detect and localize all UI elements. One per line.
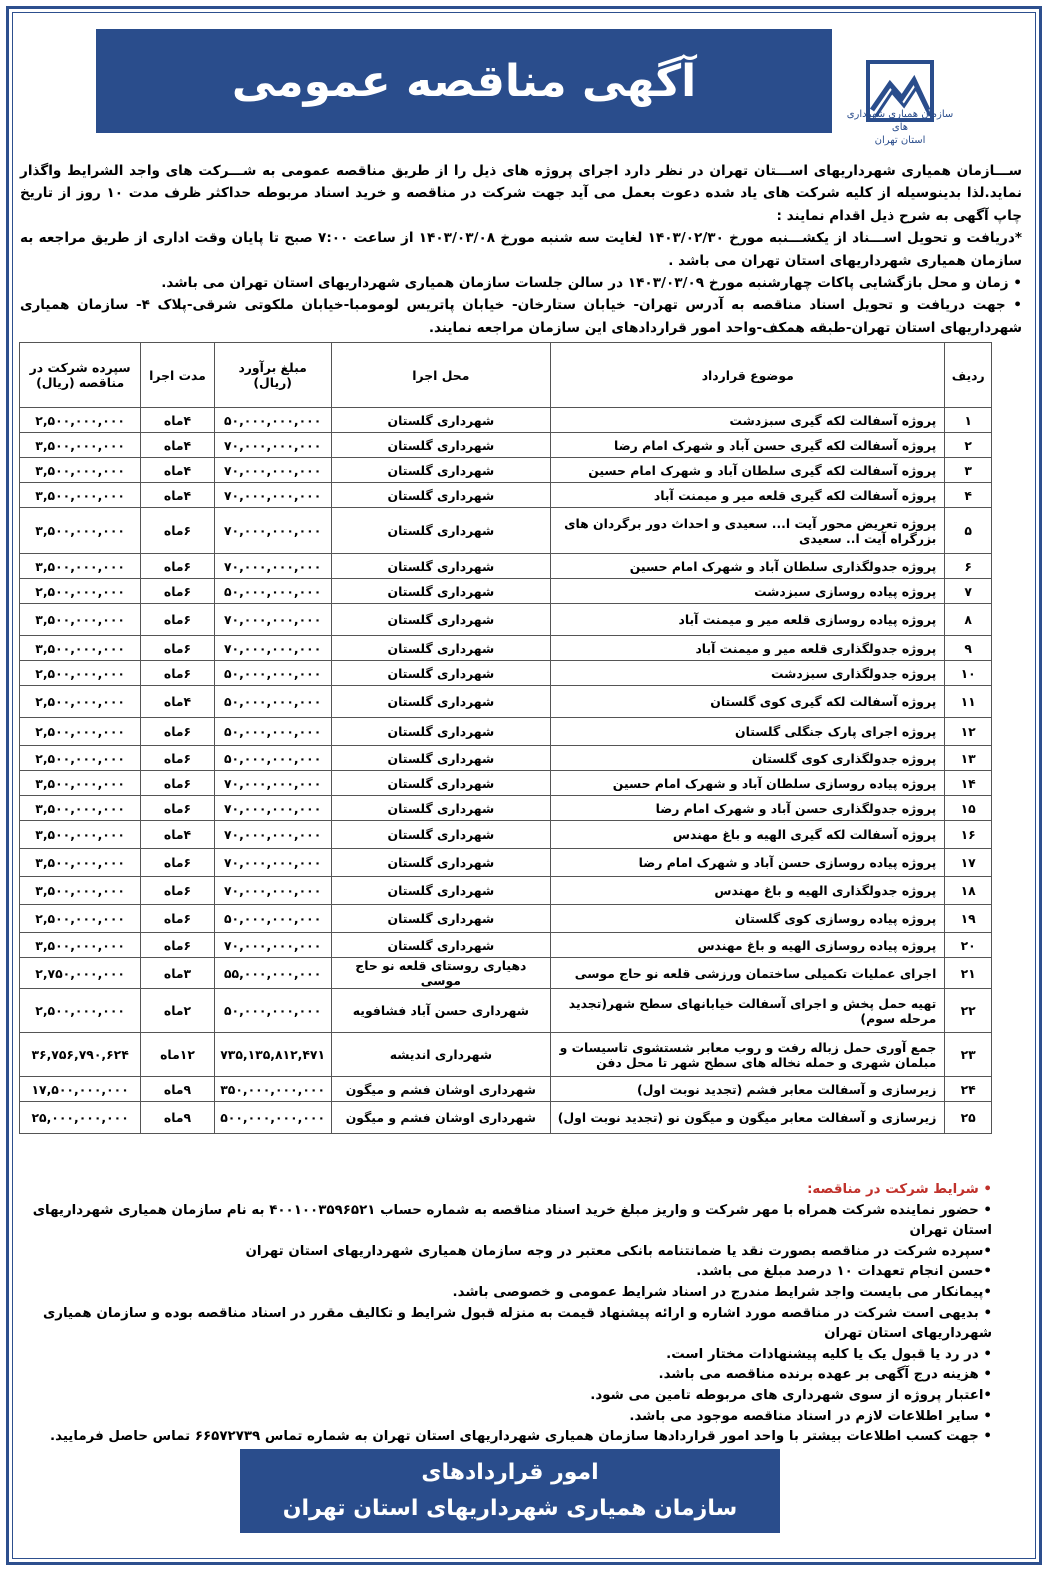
cell-row-number: ۳ [945, 458, 992, 483]
conditions-heading: • شرایط شرکت در مناقصه: [807, 1182, 992, 1197]
header-place: محل اجرا [331, 343, 551, 408]
cell-place: شهرداری گلستان [331, 849, 551, 877]
cell-row-number: ۷ [945, 579, 992, 604]
header-deposit: سپرده شرکت در مناقصه (ریال) [20, 343, 141, 408]
cell-deposit: ۳۶,۷۵۶,۷۹۰,۶۲۴ [20, 1033, 141, 1077]
cell-estimate: ۷۰,۰۰۰,۰۰۰,۰۰۰ [214, 796, 331, 821]
cell-subject: پروژه اجرای پارک جنگلی گلستان [551, 718, 945, 746]
cell-subject: پروژه آسفالت لکه گیری الهیه و باغ مهندس [551, 821, 945, 849]
cell-deposit: ۳,۵۰۰,۰۰۰,۰۰۰ [20, 636, 141, 661]
cell-place: شهرداری گلستان [331, 604, 551, 636]
cell-row-number: ۵ [945, 508, 992, 554]
cell-duration: ۶ماه [141, 849, 215, 877]
condition-item: •حسن انجام تعهدات ۱۰ درصد مبلغ می باشد. [696, 1264, 992, 1280]
cell-deposit: ۲,۵۰۰,۰۰۰,۰۰۰ [20, 989, 141, 1033]
cell-subject: پروژه جدولگذاری سبزدشت [551, 661, 945, 686]
footer-banner [240, 1449, 780, 1533]
cell-estimate: ۷۰,۰۰۰,۰۰۰,۰۰۰ [214, 458, 331, 483]
cell-estimate: ۵۰,۰۰۰,۰۰۰,۰۰۰ [214, 746, 331, 771]
table-row [20, 1077, 992, 1102]
cell-row-number: ۱۷ [945, 849, 992, 877]
cell-estimate: ۵۰,۰۰۰,۰۰۰,۰۰۰ [214, 718, 331, 746]
cell-row-number: ۱۹ [945, 905, 992, 933]
cell-subject: اجرای عملیات تکمیلی ساختمان ورزشی قلعه نو حاج موسی [551, 958, 945, 989]
cell-estimate: ۳۵۰,۰۰۰,۰۰۰,۰۰۰ [214, 1077, 331, 1102]
cell-row-number: ۱۲ [945, 718, 992, 746]
logo-caption-line2: استان تهران [874, 135, 926, 146]
cell-estimate: ۷۰,۰۰۰,۰۰۰,۰۰۰ [214, 483, 331, 508]
intro-paragraph-1: ســـازمان همیاری شهرداریهای اســـتان تهران در نظر دارد اجرای پروژه های ذیل را از طریق مناقصه عمومی به شـــرکت های واجد الشرایط واگذار نماید.لذا بدینوسیله از کلیه شرکت های یاد شده دعوت بعمل می آید جهت شرکت در مناقصه و خرید اسناد مربوطه حداکثر ظرف مدت ۱۰ روز از تاریخ چاپ آگهی به شرح ذیل اقدام نمایند : [20, 163, 1022, 224]
cell-estimate: ۵۰,۰۰۰,۰۰۰,۰۰۰ [214, 579, 331, 604]
cell-subject: پروژه پیاده روسازی کوی گلستان [551, 905, 945, 933]
footer-line-1: امور قراردادهای [421, 1460, 599, 1485]
cell-deposit: ۳,۵۰۰,۰۰۰,۰۰۰ [20, 604, 141, 636]
cell-place: شهرداری اندیشه [331, 1033, 551, 1077]
table-row [20, 408, 992, 433]
cell-subject: پروژه جدولگذاری قلعه میر و میمنت آباد [551, 636, 945, 661]
cell-subject: پروژه جدولگذاری الهیه و باغ مهندس [551, 877, 945, 905]
cell-place: شهرداری گلستان [331, 746, 551, 771]
cell-place: شهرداری گلستان [331, 508, 551, 554]
table-row [20, 483, 992, 508]
table-row [20, 458, 992, 483]
table-row [20, 1102, 992, 1134]
cell-place: شهرداری گلستان [331, 636, 551, 661]
cell-place: شهرداری گلستان [331, 686, 551, 718]
cell-duration: ۶ماه [141, 771, 215, 796]
cell-deposit: ۲,۵۰۰,۰۰۰,۰۰۰ [20, 686, 141, 718]
condition-item: •پیمانکار می بایست واجد شرایط مندرج در اسناد شرایط عمومی و خصوصی باشد. [452, 1284, 992, 1300]
cell-row-number: ۸ [945, 604, 992, 636]
table-row [20, 508, 992, 554]
cell-duration: ۹ماه [141, 1077, 215, 1102]
cell-estimate: ۵۰,۰۰۰,۰۰۰,۰۰۰ [214, 661, 331, 686]
cell-place: شهرداری گلستان [331, 905, 551, 933]
cell-row-number: ۲۲ [945, 989, 992, 1033]
cell-deposit: ۱۷,۵۰۰,۰۰۰,۰۰۰ [20, 1077, 141, 1102]
condition-item: • هزینه درج آگهی بر عهده برنده مناقصه می باشد. [658, 1367, 992, 1383]
table-row [20, 579, 992, 604]
table-row [20, 718, 992, 746]
cell-estimate: ۷۰,۰۰۰,۰۰۰,۰۰۰ [214, 508, 331, 554]
table-row [20, 636, 992, 661]
cell-deposit: ۲,۵۰۰,۰۰۰,۰۰۰ [20, 579, 141, 604]
cell-subject: زیرسازی و آسفالت معابر فشم (تجدید نوبت اول) [551, 1077, 945, 1102]
cell-place: شهرداری اوشان فشم و میگون [331, 1077, 551, 1102]
cell-subject: پروژه پیاده روسازی قلعه میر و میمنت آباد [551, 604, 945, 636]
cell-duration: ۴ماه [141, 821, 215, 849]
cell-deposit: ۲۵,۰۰۰,۰۰۰,۰۰۰ [20, 1102, 141, 1134]
cell-duration: ۶ماه [141, 636, 215, 661]
cell-place: شهرداری گلستان [331, 661, 551, 686]
cell-estimate: ۵۰,۰۰۰,۰۰۰,۰۰۰ [214, 686, 331, 718]
cell-estimate: ۵۰,۰۰۰,۰۰۰,۰۰۰ [214, 408, 331, 433]
cell-deposit: ۳,۵۰۰,۰۰۰,۰۰۰ [20, 933, 141, 958]
cell-row-number: ۱۴ [945, 771, 992, 796]
condition-item: • حضور نماینده شرکت همراه با مهر شرکت و واریز مبلغ خرید اسناد مناقصه به شماره حساب ۴۰۰۱۰۰۳۵۹۶۵۲۱ به نام سازمان همیاری شهرداریهای استان تهران [32, 1202, 992, 1239]
logo-caption [846, 108, 954, 147]
cell-deposit: ۲,۵۰۰,۰۰۰,۰۰۰ [20, 905, 141, 933]
cell-estimate: ۵۰,۰۰۰,۰۰۰,۰۰۰ [214, 989, 331, 1033]
conditions-list [26, 1201, 992, 1448]
cell-subject: زیرسازی و آسفالت معابر میگون و میگون نو (تجدید نوبت اول) [551, 1102, 945, 1134]
cell-place: شهرداری گلستان [331, 718, 551, 746]
table-row [20, 771, 992, 796]
table-row [20, 661, 992, 686]
cell-deposit: ۲,۷۵۰,۰۰۰,۰۰۰ [20, 958, 141, 989]
intro-paragraph-3: • زمان و محل بازگشایی پاکات چهارشنبه مورخ ۱۴۰۳/۰۳/۰۹ در سالن جلسات سازمان همیاری شهرداریهای استان تهران می باشد. [161, 275, 1022, 292]
table-row [20, 796, 992, 821]
cell-row-number: ۱۱ [945, 686, 992, 718]
cell-place: شهرداری گلستان [331, 877, 551, 905]
cell-row-number: ۲۰ [945, 933, 992, 958]
cell-subject: پروژه جدولگذاری کوی گلستان [551, 746, 945, 771]
table-row [20, 849, 992, 877]
header-row-number: ردیف [945, 343, 992, 408]
condition-item: • بدیهی است شرکت در مناقصه مورد اشاره و ارائه پیشنهاد قیمت به منزله قبول شرایط و تکالیف مقرر در اسناد مناقصه بوده و سازمان همیاری شهرداریهای استان تهران [42, 1305, 992, 1342]
cell-subject: پروژه آسفالت لکه گیری سبزدشت [551, 408, 945, 433]
cell-place: شهرداری گلستان [331, 433, 551, 458]
cell-place: شهرداری گلستان [331, 821, 551, 849]
footer-line-2: سازمان همیاری شهرداریهای استان تهران [282, 1496, 738, 1521]
cell-subject: پروژه آسفالت لکه گیری کوی گلستان [551, 686, 945, 718]
header-subject: موضوع قرارداد [551, 343, 945, 408]
table-row [20, 905, 992, 933]
cell-subject: پروژه پیاده روسازی سلطان آباد و شهرک امام حسین [551, 771, 945, 796]
cell-row-number: ۲ [945, 433, 992, 458]
table-row [20, 958, 992, 989]
condition-item: • در رد یا قبول یک یا کلیه پیشنهادات مختار است. [666, 1346, 992, 1362]
cell-estimate: ۵۰۰,۰۰۰,۰۰۰,۰۰۰ [214, 1102, 331, 1134]
cell-place: شهرداری گلستان [331, 408, 551, 433]
header-duration: مدت اجرا [141, 343, 215, 408]
cell-place: شهرداری گلستان [331, 796, 551, 821]
cell-duration: ۶ماه [141, 579, 215, 604]
cell-duration: ۶ماه [141, 554, 215, 579]
cell-place: شهرداری حسن آباد فشافویه [331, 989, 551, 1033]
condition-item: • سایر اطلاعات لازم در اسناد مناقصه موجود می باشد. [629, 1408, 992, 1424]
tender-table-body [20, 408, 992, 1134]
cell-deposit: ۲,۵۰۰,۰۰۰,۰۰۰ [20, 746, 141, 771]
cell-place: شهرداری اوشان فشم و میگون [331, 1102, 551, 1134]
cell-row-number: ۲۵ [945, 1102, 992, 1134]
table-row [20, 433, 992, 458]
cell-estimate: ۵۵,۰۰۰,۰۰۰,۰۰۰ [214, 958, 331, 989]
cell-subject: پروژه آسفالت لکه گیری حسن آباد و شهرک امام رضا [551, 433, 945, 458]
cell-duration: ۶ماه [141, 905, 215, 933]
cell-estimate: ۷۰,۰۰۰,۰۰۰,۰۰۰ [214, 554, 331, 579]
condition-item: • جهت کسب اطلاعات بیشتر با واحد امور قراردادها سازمان همیاری شهرداریهای استان تهران به شماره تماس ۶۶۵۷۲۷۳۹ تماس حاصل فرمایید. [50, 1429, 992, 1445]
table-row [20, 746, 992, 771]
table-row [20, 604, 992, 636]
cell-deposit: ۳,۵۰۰,۰۰۰,۰۰۰ [20, 483, 141, 508]
header-estimate: مبلغ برآورد (ریال) [214, 343, 331, 408]
cell-subject: پروژه پیاده روسازی الهیه و باغ مهندس [551, 933, 945, 958]
cell-place: شهرداری گلستان [331, 554, 551, 579]
cell-row-number: ۴ [945, 483, 992, 508]
cell-place: شهرداری گلستان [331, 933, 551, 958]
cell-duration: ۶ماه [141, 933, 215, 958]
cell-estimate: ۷۳۵,۱۳۵,۸۱۲,۴۷۱ [214, 1033, 331, 1077]
cell-deposit: ۳,۵۰۰,۰۰۰,۰۰۰ [20, 508, 141, 554]
cell-estimate: ۷۰,۰۰۰,۰۰۰,۰۰۰ [214, 933, 331, 958]
intro-paragraph-4: • جهت دریافت و تحویل اسناد مناقصه به آدرس تهران- خیابان ستارخان- خیابان پاتریس لومومبا-خیابان ملکوتی شرقی-پلاک ۴- سازمان همیاری شهرداریهای استان تهران-طبقه همکف-واحد امور قراردادهای این سازمان مراجعه نمایند. [20, 297, 1022, 336]
cell-row-number: ۲۴ [945, 1077, 992, 1102]
cell-duration: ۴ماه [141, 686, 215, 718]
cell-duration: ۶ماه [141, 718, 215, 746]
cell-subject: پروژه پیاده روسازی حسن آباد و شهرک امام رضا [551, 849, 945, 877]
cell-estimate: ۷۰,۰۰۰,۰۰۰,۰۰۰ [214, 433, 331, 458]
cell-place: شهرداری گلستان [331, 579, 551, 604]
cell-row-number: ۱۳ [945, 746, 992, 771]
cell-row-number: ۱۵ [945, 796, 992, 821]
cell-estimate: ۷۰,۰۰۰,۰۰۰,۰۰۰ [214, 849, 331, 877]
notice-title: آگهی مناقصه عمومی [96, 29, 832, 133]
table-row [20, 1033, 992, 1077]
logo-caption-line1: سازمان همیاری شهرداری های [846, 109, 954, 133]
cell-duration: ۴ماه [141, 408, 215, 433]
table-row [20, 554, 992, 579]
cell-deposit: ۳,۵۰۰,۰۰۰,۰۰۰ [20, 433, 141, 458]
cell-deposit: ۳,۵۰۰,۰۰۰,۰۰۰ [20, 877, 141, 905]
cell-duration: ۳ماه [141, 958, 215, 989]
cell-place: شهرداری گلستان [331, 771, 551, 796]
cell-estimate: ۷۰,۰۰۰,۰۰۰,۰۰۰ [214, 636, 331, 661]
cell-row-number: ۱۶ [945, 821, 992, 849]
cell-deposit: ۲,۵۰۰,۰۰۰,۰۰۰ [20, 661, 141, 686]
cell-row-number: ۶ [945, 554, 992, 579]
cell-subject: جمع آوری حمل زباله رفت و روب معابر شستشوی تاسیسات و مبلمان شهری و حمله نخاله های سطح شهر تا محل دفن [551, 1033, 945, 1077]
intro-paragraph-2: *دریافت و تحویل اســـناد از یکشـــنبه مورخ ۱۴۰۳/۰۲/۳۰ لغایت سه شنبه مورخ ۱۴۰۳/۰۳/۰۸ از ساعت ۷:۰۰ صبح تا پایان وقت اداری از طریق مراجعه به سازمان همیاری شهرداریهای استان تهران می باشد . [20, 230, 1022, 269]
cell-subject: پروژه تعریض محور آیت ا... سعیدی و احداث دور برگردان های بزرگراه آیت ا.. سعیدی [551, 508, 945, 554]
intro-text [20, 160, 1022, 339]
cell-place: شهرداری گلستان [331, 483, 551, 508]
cell-estimate: ۷۰,۰۰۰,۰۰۰,۰۰۰ [214, 877, 331, 905]
cell-duration: ۶ماه [141, 877, 215, 905]
cell-deposit: ۲,۵۰۰,۰۰۰,۰۰۰ [20, 408, 141, 433]
cell-row-number: ۱۸ [945, 877, 992, 905]
cell-estimate: ۷۰,۰۰۰,۰۰۰,۰۰۰ [214, 604, 331, 636]
cell-duration: ۹ماه [141, 1102, 215, 1134]
cell-duration: ۴ماه [141, 483, 215, 508]
cell-duration: ۶ماه [141, 796, 215, 821]
table-row [20, 989, 992, 1033]
cell-deposit: ۳,۵۰۰,۰۰۰,۰۰۰ [20, 771, 141, 796]
cell-row-number: ۱۰ [945, 661, 992, 686]
cell-deposit: ۲,۵۰۰,۰۰۰,۰۰۰ [20, 718, 141, 746]
table-row [20, 821, 992, 849]
cell-row-number: ۱ [945, 408, 992, 433]
cell-duration: ۴ماه [141, 458, 215, 483]
cell-subject: پروژه پیاده روسازی سبزدشت [551, 579, 945, 604]
cell-subject: پروژه جدولگذاری سلطان آباد و شهرک امام حسین [551, 554, 945, 579]
condition-item: •اعتبار پروژه از سوی شهرداری های مربوطه تامین می شود. [590, 1387, 992, 1403]
cell-subject: پروژه جدولگذاری حسن آباد و شهرک امام رضا [551, 796, 945, 821]
cell-duration: ۶ماه [141, 604, 215, 636]
cell-deposit: ۳,۵۰۰,۰۰۰,۰۰۰ [20, 849, 141, 877]
table-row [20, 877, 992, 905]
cell-subject: پروژه آسفالت لکه گیری قلعه میر و میمنت آباد [551, 483, 945, 508]
table-row [20, 933, 992, 958]
cell-deposit: ۳,۵۰۰,۰۰۰,۰۰۰ [20, 554, 141, 579]
cell-place: شهرداری گلستان [331, 458, 551, 483]
condition-item: •سپرده شرکت در مناقصه بصورت نقد یا ضمانتنامه بانکی معتبر در وجه سازمان همیاری شهرداریهای استان تهران [245, 1243, 992, 1259]
cell-estimate: ۷۰,۰۰۰,۰۰۰,۰۰۰ [214, 771, 331, 796]
cell-row-number: ۲۱ [945, 958, 992, 989]
cell-duration: ۴ماه [141, 433, 215, 458]
table-header-row [20, 343, 992, 408]
cell-duration: ۱۲ماه [141, 1033, 215, 1077]
cell-duration: ۶ماه [141, 746, 215, 771]
cell-duration: ۶ماه [141, 661, 215, 686]
cell-deposit: ۳,۵۰۰,۰۰۰,۰۰۰ [20, 458, 141, 483]
cell-row-number: ۹ [945, 636, 992, 661]
cell-row-number: ۲۳ [945, 1033, 992, 1077]
cell-duration: ۲ماه [141, 989, 215, 1033]
cell-estimate: ۵۰,۰۰۰,۰۰۰,۰۰۰ [214, 905, 331, 933]
conditions-section [26, 1180, 992, 1448]
table-row [20, 686, 992, 718]
cell-deposit: ۳,۵۰۰,۰۰۰,۰۰۰ [20, 796, 141, 821]
cell-subject: تهیه حمل پخش و اجرای آسفالت خیابانهای سطح شهر(تجدید مرحله سوم) [551, 989, 945, 1033]
tender-table [19, 342, 992, 1134]
cell-duration: ۶ماه [141, 508, 215, 554]
cell-estimate: ۷۰,۰۰۰,۰۰۰,۰۰۰ [214, 821, 331, 849]
cell-place: دهیاری روستای قلعه نو حاج موسی [331, 958, 551, 989]
cell-subject: پروژه آسفالت لکه گیری سلطان آباد و شهرک امام حسین [551, 458, 945, 483]
cell-deposit: ۳,۵۰۰,۰۰۰,۰۰۰ [20, 821, 141, 849]
